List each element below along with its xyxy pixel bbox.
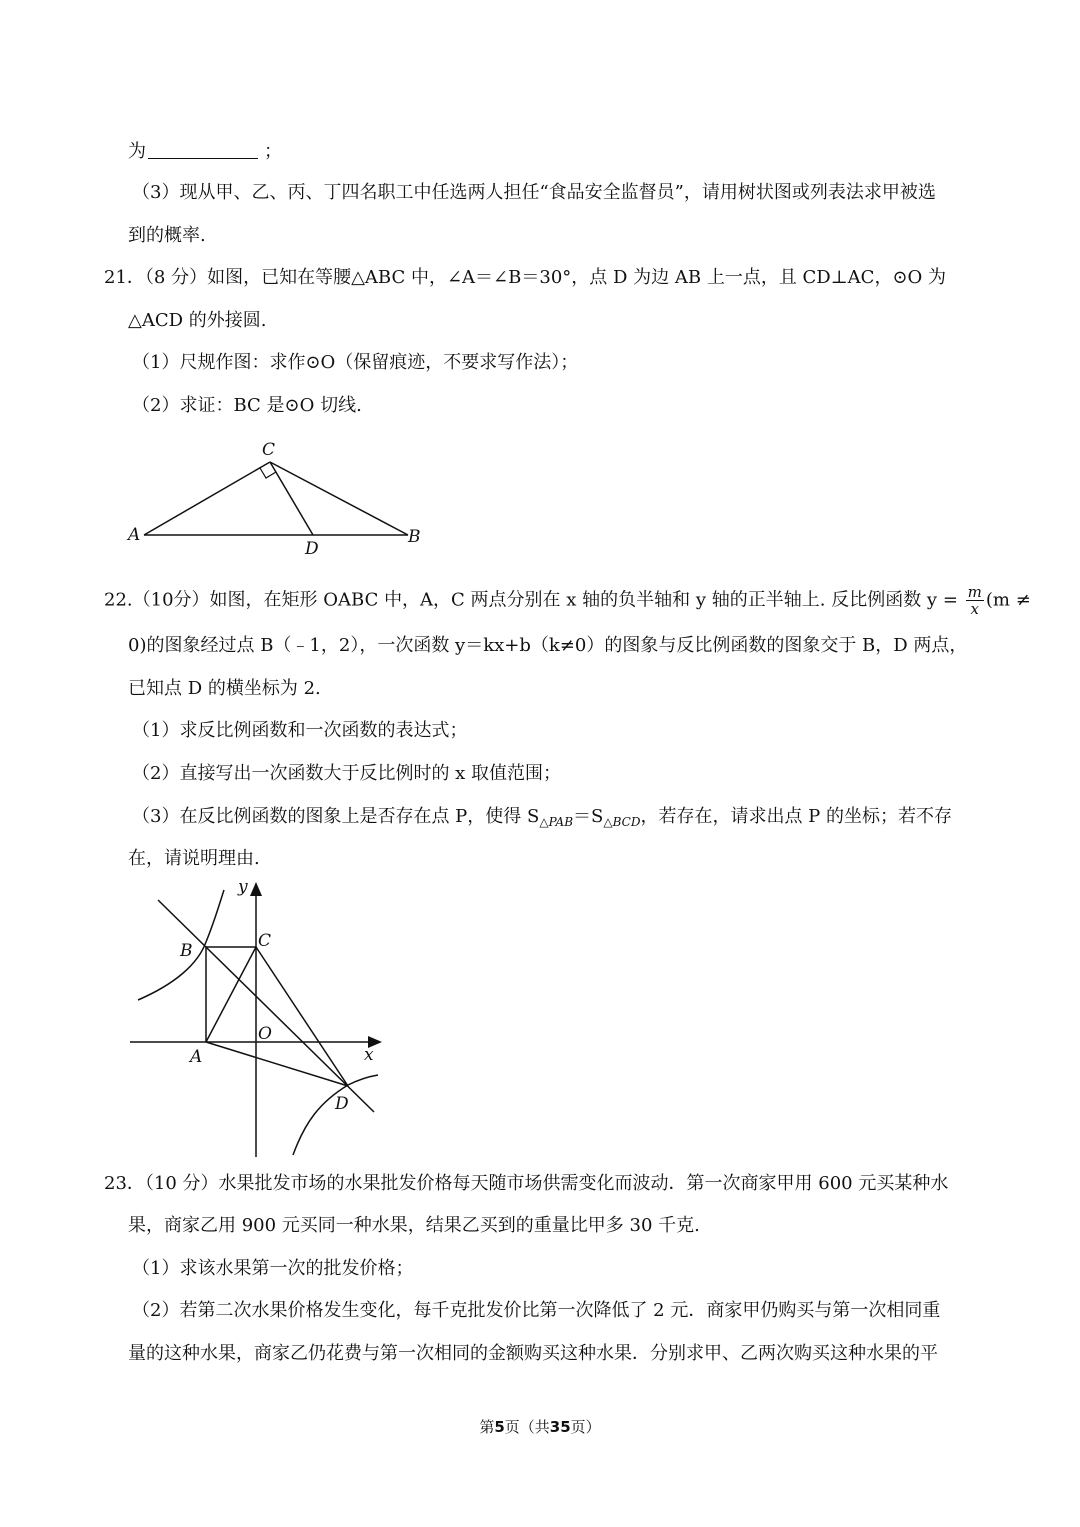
q22-p3-a: （3）在反比例函数的图象上是否存在点 P，使得 S [132,806,540,827]
q22-stem-line1 [104,584,1031,617]
q22-part3-line1 [132,805,952,834]
q23-part2-line2: 量的这种水果，商家乙仍花费与第一次相同的金额购买这种水果．分别求甲、乙两次购买这种水果的平 [128,1343,938,1364]
q22-part1: （1）求反比例函数和一次函数的表达式； [132,720,468,741]
subscript-pab: △PAB [539,815,574,829]
label-c: C [258,931,272,951]
footer-total-pages: 35 [549,1418,571,1436]
q20-part3-line2: 到的概率. [128,225,206,246]
q23-stem-line1: 23．（10 分）水果批发市场的水果批发价格每天随市场供需变化而波动．第一次商家甲用 600 元买某种水 [104,1173,949,1194]
footer-mid: 页（共 [504,1418,550,1436]
segment-ac [144,462,270,535]
q22-part2: （2）直接写出一次函数大于反比例时的 x 取值范围； [132,763,562,784]
q21-triangle-figure [120,432,430,560]
q23-stem-line2: 果，商家乙用 900 元买同一种水果，结果乙买到的重量比甲多 30 千克. [128,1215,700,1236]
footer-suffix: 页） [570,1418,601,1436]
q22-stem-tail: (m ≠ [985,589,1031,611]
label-a: A [190,1047,203,1067]
q22-p3-c: ，若存在，请求出点 P 的坐标；若不存 [640,806,953,827]
q21-stem-line2: △ACD 的外接圆. [128,310,267,331]
q20-answer-line [128,140,282,164]
footer-prefix: 第 [479,1418,495,1436]
frac-numerator: m [967,583,982,601]
y-axis-arrow [250,882,262,896]
label-b: B [180,941,193,961]
label-o: O [258,1024,272,1044]
q21-stem-line1: 21．（8 分）如图，已知在等腰△ABC 中，∠A＝∠B＝30°，点 D 为边 AB 上一点，且 CD⊥AC，⊙O 为 [104,267,946,288]
q20-suffix: ； [264,141,282,162]
footer-page-number: 5 [494,1418,505,1436]
segment-cd [256,947,348,1086]
q22-stem-line3: 已知点 D 的横坐标为 2. [128,678,321,699]
q21-part2: （2）求证：BC 是⊙O 切线. [132,395,362,416]
q23-part1: （1）求该水果第一次的批发价格； [132,1258,414,1279]
segment-ad [206,1042,348,1086]
label-d: D [305,539,319,559]
q22-stem-line2: 0)的图象经过点 B（﹣1，2），一次函数 y＝kx+b（k≠0）的图象与反比例函数的图象交于 B，D 两点， [128,635,968,656]
page-footer [0,1416,1080,1437]
label-b: B [408,527,421,547]
label-y: y [238,877,248,897]
subscript-bcd: △BCD [603,815,641,829]
fraction-m-over-x [966,584,984,617]
q22-part3-line2: 在，请说明理由. [128,848,260,869]
q22-p3-b: ＝S [573,806,604,827]
frac-denominator: x [970,600,979,618]
label-x: x [364,1045,374,1065]
hyperbola-lower-branch [293,1075,378,1155]
label-d: D [335,1094,349,1114]
q20-prefix: 为 [128,141,146,162]
label-a: A [128,525,141,545]
q21-part1: （1）尺规作图：求作⊙O（保留痕迹，不要求写作法）； [132,352,579,373]
answer-blank[interactable] [148,140,258,159]
q23-part2-line1: （2）若第二次水果价格发生变化，每千克批发价比第一次降低了 2 元．商家甲仍购买与第一次相同重 [132,1300,941,1321]
q20-part3-line1: （3）现从甲、乙、丙、丁四名职工中任选两人担任“食品安全监督员”，请用树状图或列表法求甲被选 [132,182,936,203]
q22-coordinate-figure [120,872,400,1162]
segment-ac [206,947,256,1042]
q22-stem-text: 22.（10分）如图，在矩形 OABC 中，A，C 两点分别在 x 轴的负半轴和 y 轴的正半轴上. 反比例函数 y = [104,589,958,611]
label-c: C [262,440,276,460]
